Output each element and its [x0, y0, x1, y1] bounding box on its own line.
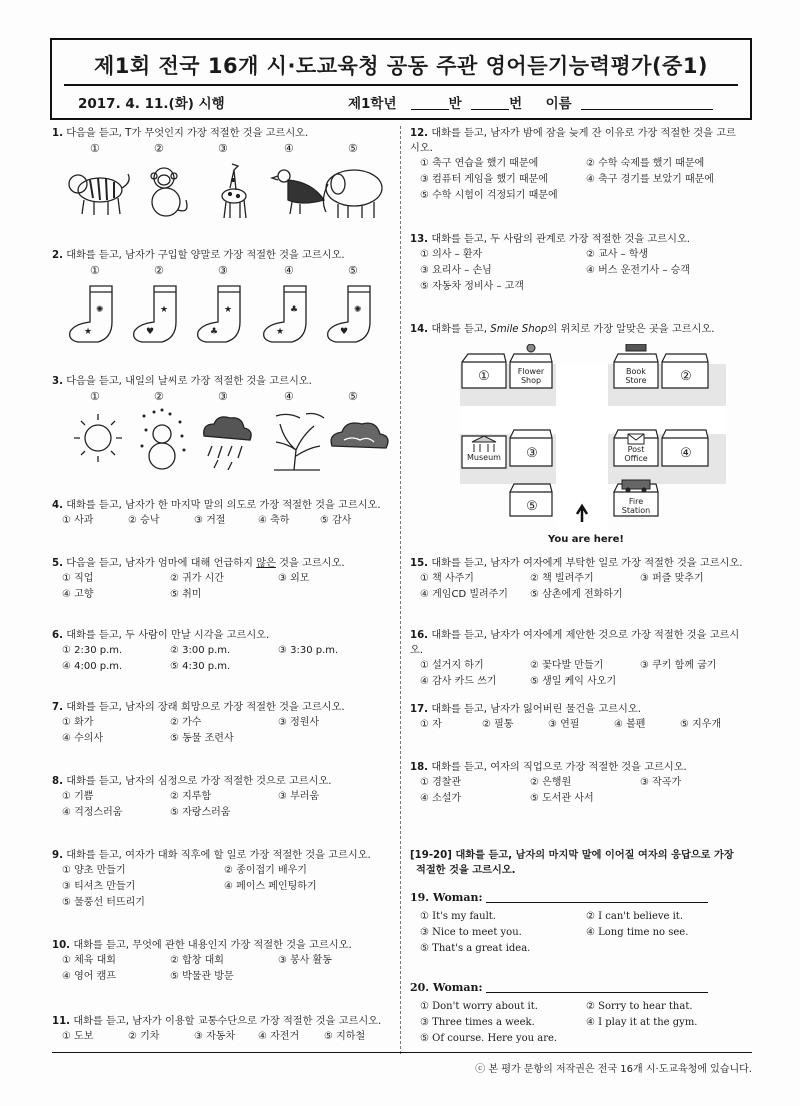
option[interactable]: ② 3:00 p.m. [170, 645, 231, 656]
option-label: ① [90, 264, 100, 277]
svg-text:♥: ♥ [340, 327, 349, 337]
map-option-5[interactable]: ⑤ [526, 499, 538, 514]
svg-text:★: ★ [84, 327, 93, 337]
question-number: 9. [52, 850, 63, 861]
option[interactable]: ⑤ 지우개 [680, 719, 722, 730]
question-number: 2. [52, 250, 63, 261]
option[interactable]: ② 교사 – 학생 [586, 249, 649, 260]
option[interactable]: ④ 영어 캠프 [62, 971, 116, 982]
question-number: 5. [52, 558, 63, 569]
option[interactable]: ⑤ 삼촌에게 전화하기 [530, 589, 623, 600]
column-divider [400, 126, 401, 1054]
question-9 [52, 848, 392, 911]
woman-prompt: Woman: [432, 891, 483, 904]
exam-header [50, 38, 752, 120]
book-store-label: Book [626, 367, 646, 376]
name-label: 이름 [545, 96, 572, 112]
option-label: ① [90, 142, 100, 155]
option[interactable]: ② 승낙 [128, 515, 160, 526]
option[interactable]: ⑤ 물풍선 터뜨리기 [62, 897, 145, 908]
question-stem: 대화를 듣고, 남자의 심정으로 가장 적절한 것으로 고르시오. [66, 776, 332, 787]
option[interactable]: ③ 거절 [194, 515, 226, 526]
eagle-icon [272, 170, 324, 214]
svg-text:★: ★ [276, 327, 285, 337]
option[interactable]: ⑤ 도서관 사서 [530, 793, 594, 804]
question-13 [410, 232, 752, 295]
question-5 [52, 556, 392, 603]
animal-pictures [62, 160, 392, 222]
instruction-line-2: 적절한 것을 고르시오. [416, 865, 516, 876]
sock-pictures [62, 282, 392, 350]
option[interactable]: ⑤ 지하철 [324, 1031, 366, 1042]
tiger-icon [69, 174, 129, 215]
question-stem: 대화를 듣고, 남자가 밤에 잠을 늦게 잔 이유로 가장 적절한 것을 고르 [431, 128, 736, 139]
option[interactable]: ② 지루함 [170, 791, 212, 802]
question-11 [52, 1014, 392, 1045]
option-label: ④ [284, 390, 294, 403]
question-19 [410, 888, 752, 957]
question-number: 3. [52, 376, 63, 387]
answer-blank [486, 888, 708, 903]
question-stem: 다음을 듣고, T가 무엇인지 가장 적절한 것을 고르시오. [66, 128, 309, 139]
question-stem: 대화를 듣고, 남자가 잃어버린 물건을 고르시오. [431, 704, 641, 715]
question-3 [52, 374, 392, 403]
option[interactable]: ② 기차 [128, 1031, 160, 1042]
option[interactable]: ⑤ 생일 케익 사오기 [530, 676, 617, 687]
question-number: 11. [52, 1016, 71, 1027]
option[interactable]: ④ 버스 운전기사 – 승객 [586, 265, 690, 276]
header-divider [64, 84, 738, 86]
option[interactable]: ③ 쿠키 함께 굽기 [640, 660, 717, 671]
question-number: 4. [52, 500, 63, 511]
option-label: ② [154, 390, 164, 403]
option[interactable]: ⑤ That's a great idea. [420, 943, 531, 954]
sock-icon [198, 286, 240, 342]
map-option-2[interactable]: ② [680, 369, 692, 384]
question-7 [52, 700, 392, 747]
svg-text:♣: ♣ [210, 327, 219, 337]
option[interactable]: ② 종이접기 배우기 [224, 865, 307, 876]
elephant-icon [323, 170, 382, 218]
question-stem-end: 것을 고르시오. [275, 558, 345, 569]
option-label: ③ [218, 142, 228, 155]
grade-label: 제1학년 [348, 96, 397, 112]
town-map [450, 344, 740, 530]
name-blank[interactable] [581, 95, 713, 110]
smile-shop-text: Smile Shop [490, 324, 548, 335]
question-17 [410, 702, 752, 733]
question-number: 8. [52, 776, 63, 787]
option[interactable]: ④ Long time no see. [586, 927, 689, 938]
question-number: 15. [410, 558, 429, 569]
question-number: 16. [410, 630, 429, 641]
option[interactable]: ③ 외모 [278, 573, 310, 584]
option[interactable]: ① 자 [420, 719, 442, 730]
option[interactable]: ② 꽃다발 만들기 [530, 660, 604, 671]
option[interactable]: ① 설거지 하기 [420, 660, 484, 671]
option[interactable]: ③ 작곡가 [640, 777, 682, 788]
option[interactable]: ③ 컴퓨터 게임을 했기 때문에 [420, 174, 548, 185]
option[interactable]: ② 은행원 [530, 777, 572, 788]
picture-labels [52, 263, 392, 277]
weather-pictures [62, 406, 392, 476]
flower-icon [527, 344, 535, 352]
option[interactable]: ⑤ 자랑스러움 [170, 807, 231, 818]
option[interactable]: ④ 고향 [62, 589, 94, 600]
question-stem: 대화를 듣고, 남자가 여자에게 제안한 것으로 가장 적절한 것을 고르시오. [410, 630, 740, 656]
map-option-4[interactable]: ④ [680, 446, 692, 461]
question-stem: 대화를 듣고, 남자가 한 마지막 말의 의도로 가장 적절한 것을 고르시오. [66, 500, 381, 511]
option[interactable]: ② 필통 [482, 719, 514, 730]
giraffe-icon [222, 164, 246, 218]
question-number: 1. [52, 128, 63, 139]
windy-tree-icon [274, 414, 324, 471]
question-number: 12. [410, 128, 429, 139]
option[interactable]: ⑤ 박물관 방문 [170, 971, 234, 982]
question-18 [410, 760, 752, 807]
fire-station-label: Fire [628, 497, 644, 506]
option[interactable]: ③ 퍼즐 맞추기 [640, 573, 704, 584]
post-office-label-2: Office [624, 454, 648, 463]
cloudy-icon [331, 423, 388, 448]
option[interactable]: ① 의사 – 환자 [420, 249, 483, 260]
class-label: 반 [448, 96, 462, 112]
snowman-icon [141, 409, 186, 470]
option[interactable]: ② 귀가 시간 [170, 573, 224, 584]
question-stem-end: 시오. [410, 143, 433, 154]
option[interactable]: ① 책 사주기 [420, 573, 474, 584]
question-number: 19. [410, 891, 430, 904]
exam-title: 제1회 전국 16개 시·도교육청 공동 주관 영어듣기능력평가(중1) [93, 54, 709, 78]
option[interactable]: ① 경찰관 [420, 777, 462, 788]
question-number: 10. [52, 940, 71, 951]
post-office-label: Post [627, 445, 645, 454]
sock-icon [264, 286, 306, 342]
number-label: 번 [509, 96, 523, 112]
sock-icon [328, 286, 370, 342]
question-stem: 대화를 듣고, 남자가 이용할 교통수단으로 가장 적절한 것을 고르시오. [73, 1016, 382, 1027]
underlined-word: 않은 [256, 558, 276, 569]
question-number: 14. [410, 324, 429, 335]
question-1 [52, 126, 392, 155]
option[interactable]: ⑤ Of course. Here you are. [420, 1033, 558, 1044]
answer-blank [486, 978, 708, 993]
option-label: ⑤ [348, 390, 358, 403]
option[interactable]: ② 책 빌려주기 [530, 573, 594, 584]
option-label: ③ [218, 390, 228, 403]
option[interactable]: ② 합창 대회 [170, 955, 224, 966]
monkey-icon [151, 168, 187, 216]
option[interactable]: ④ 걱정스러움 [62, 807, 123, 818]
option[interactable]: ⑤ 자동차 정비사 – 고객 [420, 281, 524, 292]
option[interactable]: ③ 자동차 [194, 1031, 236, 1042]
question-stem: 대화를 듣고, 남자가 구입할 양말로 가장 적절한 것을 고르시오. [66, 250, 345, 261]
svg-text:♥: ♥ [146, 327, 155, 337]
option-label: ⑤ [348, 264, 358, 277]
option-label: ② [154, 264, 164, 277]
option[interactable]: ④ 감사 카드 쓰기 [420, 676, 497, 687]
option[interactable]: ⑤ 동물 조련사 [170, 733, 234, 744]
question-12 [410, 126, 752, 204]
option[interactable]: ⑤ 수학 시험이 걱정되기 때문에 [420, 190, 558, 201]
question-number: 18. [410, 762, 429, 773]
question-stem: 대화를 듣고, 두 사람의 관계로 가장 적절한 것을 고르시오. [431, 234, 691, 245]
option[interactable]: ⑤ 4:30 p.m. [170, 661, 231, 672]
option[interactable]: ③ Nice to meet you. [420, 927, 522, 938]
option[interactable]: ④ 4:00 p.m. [62, 661, 123, 672]
option[interactable]: ② Sorry to hear that. [586, 1001, 693, 1012]
envelope-icon [628, 434, 644, 444]
exam-date: 2017. 4. 11.(화) 시행 [78, 96, 225, 112]
question-number: 17. [410, 704, 429, 715]
question-stem: 대화를 듣고, 남자의 장래 희망으로 가장 적절한 것을 고르시오. [66, 702, 345, 713]
option[interactable]: ① 축구 연습을 했기 때문에 [420, 158, 539, 169]
option[interactable]: ① 체육 대회 [62, 955, 116, 966]
footer-line [52, 1052, 752, 1053]
option[interactable]: ④ 자전거 [258, 1031, 300, 1042]
museum-label: Museum [467, 453, 501, 462]
option[interactable]: ④ 축구 경기를 보았기 때문에 [586, 174, 714, 185]
question-number: 7. [52, 702, 63, 713]
option[interactable]: ④ 페이스 페인팅하기 [224, 881, 317, 892]
number-blank[interactable] [471, 95, 509, 110]
svg-text:✺: ✺ [354, 305, 362, 315]
question-stem: 대화를 듣고, 여자가 대화 직후에 할 일로 가장 적절한 것을 고르시오. [66, 850, 371, 861]
option[interactable]: ① 도보 [62, 1031, 94, 1042]
option[interactable]: ④ 게임CD 빌려주기 [420, 589, 508, 600]
option-label: ⑤ [348, 142, 358, 155]
option[interactable]: ③ Three times a week. [420, 1017, 535, 1028]
option[interactable]: ③ 부러움 [278, 791, 320, 802]
woman-prompt: Woman: [432, 981, 483, 994]
option-label: ① [90, 390, 100, 403]
question-6 [52, 628, 392, 675]
question-number: 6. [52, 630, 63, 641]
question-number: 20. [410, 981, 430, 994]
option[interactable]: ④ 볼펜 [614, 719, 646, 730]
option-label: ④ [284, 264, 294, 277]
svg-text:✺: ✺ [96, 305, 104, 315]
map-option-1[interactable]: ① [478, 369, 490, 384]
question-stem: 대화를 듣고, 남자가 여자에게 부탁한 일로 가장 적절한 것을 고르시오. [431, 558, 743, 569]
option[interactable]: ③ 연필 [548, 719, 580, 730]
question-stem-end: 의 위치로 가장 알맞은 곳을 고르시오. [547, 324, 715, 335]
flower-shop-label: Flower [517, 367, 545, 376]
copyright-notice: ⓒ 본 평가 문항의 저작권은 전국 16개 시·도교육청에 있습니다. [475, 1064, 752, 1075]
option[interactable]: ① 직업 [62, 573, 94, 584]
question-stem: 대화를 듣고, 여자의 직업으로 가장 적절한 것을 고르시오. [431, 762, 687, 773]
option[interactable]: ⑤ 취미 [170, 589, 202, 600]
question-stem: 다음을 듣고, 내일의 날씨로 가장 적절한 것을 고르시오. [66, 376, 312, 387]
option[interactable]: ④ 소설가 [420, 793, 462, 804]
option[interactable]: ① 2:30 p.m. [62, 645, 123, 656]
sock-icon [134, 286, 176, 342]
option-label: ④ [284, 142, 294, 155]
question-10 [52, 938, 392, 985]
question-number: 13. [410, 234, 429, 245]
option[interactable]: ④ 수의사 [62, 733, 104, 744]
question-8 [52, 774, 392, 821]
svg-text:★: ★ [160, 305, 169, 315]
option[interactable]: ⑤ 감사 [320, 515, 352, 526]
you-are-here-label: You are here! [548, 534, 624, 545]
sun-icon [74, 414, 122, 462]
question-stem: 다음을 듣고, 남자가 엄마에 대해 언급하지 [66, 558, 257, 569]
option[interactable]: ③ 3:30 p.m. [278, 645, 339, 656]
question-stem: 대화를 듣고, 두 사람이 만날 시각을 고르시오. [66, 630, 270, 641]
svg-text:★: ★ [224, 305, 233, 315]
instruction-line-1: [19-20] 대화를 듣고, 남자의 마지막 말에 이어질 여자의 응답으로 가장 [410, 850, 734, 861]
class-blank[interactable] [411, 95, 449, 110]
svg-text:♣: ♣ [290, 305, 299, 315]
question-4 [52, 498, 392, 529]
question-15 [410, 556, 752, 603]
sock-icon [70, 286, 112, 342]
option[interactable]: ① 기쁨 [62, 791, 94, 802]
book-store-label-2: Store [625, 376, 647, 385]
question-2 [52, 248, 392, 337]
student-info [348, 92, 713, 112]
fire-station-label-2: Station [621, 506, 651, 515]
picture-labels [52, 141, 392, 155]
question-stem: 대화를 듣고, [431, 324, 491, 335]
option-label: ② [154, 142, 164, 155]
option[interactable]: ③ 요리사 – 손님 [420, 265, 492, 276]
option[interactable]: ② I can't believe it. [586, 911, 683, 922]
option[interactable]: ① It's my fault. [420, 911, 496, 922]
question-14 [410, 322, 752, 545]
questions-19-20-instruction [410, 848, 752, 878]
option[interactable]: ③ 정원사 [278, 717, 320, 728]
question-stem: 대화를 듣고, 무엇에 관한 내용인지 가장 적절한 것을 고르시오. [73, 940, 352, 951]
question-20 [410, 978, 752, 1047]
option[interactable]: ④ I play it at the gym. [586, 1017, 698, 1028]
picture-labels [52, 389, 392, 403]
option[interactable]: ② 수학 숙제를 했기 때문에 [586, 158, 705, 169]
option[interactable]: ① Don't worry about it. [420, 1001, 538, 1012]
map-option-3[interactable]: ③ [526, 446, 538, 461]
option[interactable]: ① 양초 만들기 [62, 865, 126, 876]
option[interactable]: ① 화가 [62, 717, 94, 728]
option-label: ③ [218, 264, 228, 277]
flower-shop-label-2: Shop [520, 376, 542, 385]
option[interactable]: ② 가수 [170, 717, 202, 728]
book-icon [626, 344, 646, 351]
rain-cloud-icon [204, 417, 251, 470]
option[interactable]: ③ 봉사 활동 [278, 955, 332, 966]
option[interactable]: ④ 축하 [258, 515, 290, 526]
option[interactable]: ① 사과 [62, 515, 94, 526]
option[interactable]: ③ 티셔츠 만들기 [62, 881, 136, 892]
question-16 [410, 628, 752, 690]
